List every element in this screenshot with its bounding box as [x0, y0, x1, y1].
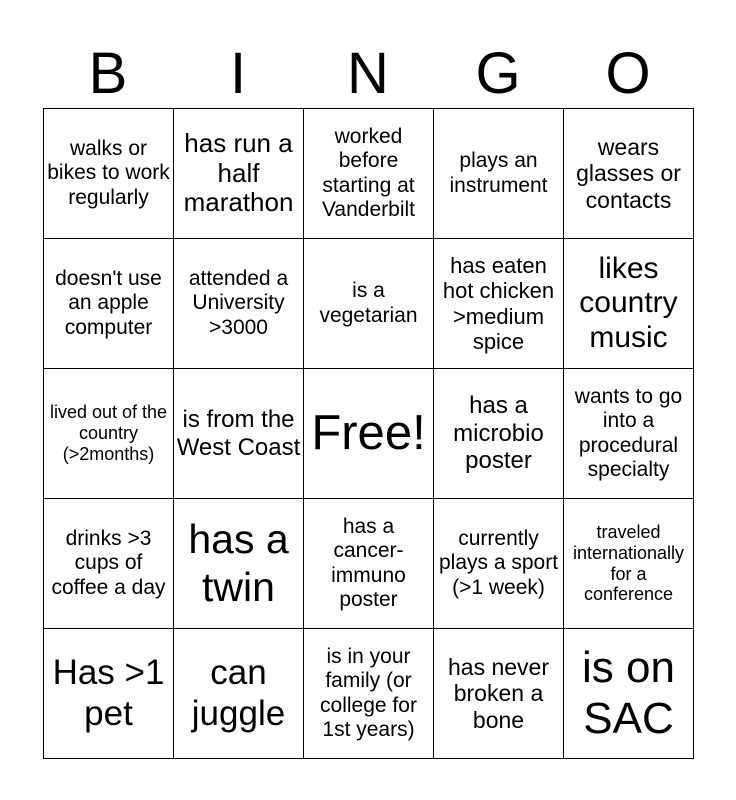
bingo-cell[interactable]: traveled internationally for a conference	[564, 499, 694, 629]
header-letter-g: G	[475, 41, 521, 106]
bingo-row-1	[44, 109, 694, 239]
bingo-cell[interactable]: worked before starting at Vanderbilt	[304, 109, 434, 239]
header-letter-b: B	[88, 41, 128, 106]
bingo-cell[interactable]: is a vegetarian	[304, 239, 434, 369]
bingo-row-4	[44, 499, 694, 629]
header-letter-n: N	[347, 41, 389, 106]
bingo-cell[interactable]: has a twin	[174, 499, 304, 629]
bingo-cell[interactable]: currently plays a sport (>1 week)	[434, 499, 564, 629]
bingo-cell[interactable]: lived out of the country (>2months)	[44, 369, 174, 499]
bingo-header	[43, 40, 693, 108]
bingo-cell[interactable]: drinks >3 cups of coffee a day	[44, 499, 174, 629]
bingo-cell-free[interactable]: Free!	[304, 369, 434, 499]
bingo-cell[interactable]: attended a University >3000	[174, 239, 304, 369]
bingo-cell[interactable]: walks or bikes to work regularly	[44, 109, 174, 239]
bingo-cell[interactable]: is from the West Coast	[174, 369, 304, 499]
bingo-cell[interactable]: is on SAC	[564, 629, 694, 759]
bingo-row-2	[44, 239, 694, 369]
bingo-cell[interactable]: is in your family (or college for 1st years)	[304, 629, 434, 759]
bingo-card	[43, 108, 694, 759]
bingo-row-3	[44, 369, 694, 499]
bingo-cell[interactable]: plays an instrument	[434, 109, 564, 239]
bingo-cell[interactable]: has a cancer-immuno poster	[304, 499, 434, 629]
header-letter-o: O	[605, 41, 651, 106]
bingo-cell[interactable]: doesn't use an apple computer	[44, 239, 174, 369]
bingo-cell[interactable]: likes country music	[564, 239, 694, 369]
bingo-cell[interactable]: has run a half marathon	[174, 109, 304, 239]
bingo-cell[interactable]: has eaten hot chicken >medium spice	[434, 239, 564, 369]
bingo-cell[interactable]: wants to go into a procedural specialty	[564, 369, 694, 499]
bingo-row-5	[44, 629, 694, 759]
bingo-cell[interactable]: can juggle	[174, 629, 304, 759]
bingo-cell[interactable]: has never broken a bone	[434, 629, 564, 759]
bingo-cell[interactable]: Has >1 pet	[44, 629, 174, 759]
bingo-cell[interactable]: wears glasses or contacts	[564, 109, 694, 239]
header-letter-i: I	[229, 41, 247, 106]
bingo-cell[interactable]: has a microbio poster	[434, 369, 564, 499]
